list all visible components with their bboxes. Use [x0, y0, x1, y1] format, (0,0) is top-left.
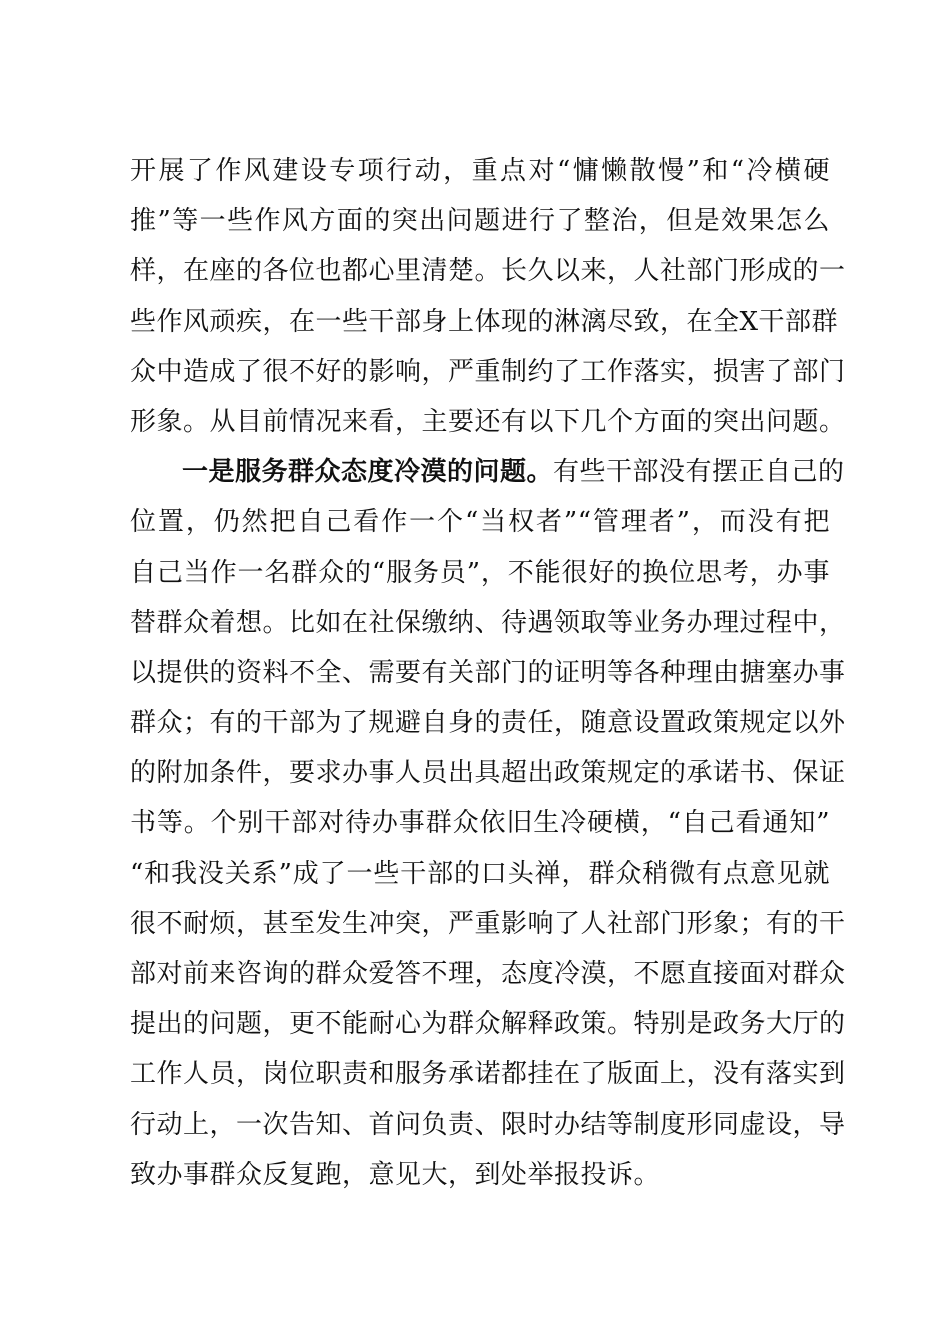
paragraph-line: 样，在座的各位也都心里清楚。长久以来，人社部门形成的一 [130, 256, 846, 287]
paragraph-line: 推”等一些作风方面的突出问题进行了整治，但是效果怎么 [130, 206, 830, 237]
paragraph-line: 的附加条件，要求办事人员出具超出政策规定的承诺书、保证 [130, 758, 846, 789]
paragraph-line: 提出的问题，更不能耐心为群众解释政策。特别是政务大厅的 [130, 1009, 846, 1040]
paragraph-line: 些作风顽疾，在一些干部身上体现的淋漓尽致，在全X干部群 [130, 306, 839, 337]
paragraph-line: 群众；有的干部为了规避自身的责任，随意设置政策规定以外 [130, 708, 846, 739]
paragraph-line: 行动上，一次告知、首问负责、限时办结等制度形同虚设，导 [130, 1109, 846, 1140]
paragraph-line: 以提供的资料不全、需要有关部门的证明等各种理由搪塞办事 [130, 657, 846, 688]
paragraph-line: 自己当作一名群众的“服务员”，不能很好的换位思考，办事 [130, 557, 830, 588]
paragraph-line: 开展了作风建设专项行动，重点对“慵懒散慢”和“冷横硬 [130, 156, 830, 186]
section-one-heading: 一是服务群众态度冷漠的问题。 [182, 457, 554, 488]
body-text [130, 146, 846, 1200]
paragraph-line: “和我没关系”成了一些干部的口头禅，群众稍微有点意见就 [130, 858, 830, 889]
paragraph-line: 致办事群众反复跑，意见大，到处举报投诉。 [130, 1159, 661, 1190]
paragraph-line: 形象。从目前情况来看，主要还有以下几个方面的突出问题。 [130, 406, 846, 437]
paragraph-line: 部对前来咨询的群众爱答不理，态度冷漠，不愿直接面对群众 [130, 959, 846, 989]
section-one-first-line-text: 有些干部没有摆正自己的 [553, 457, 845, 488]
paragraph-line: 众中造成了很不好的影响，严重制约了工作落实，损害了部门 [130, 356, 846, 387]
paragraph-line: 替群众着想。比如在社保缴纳、待遇领取等业务办理过程中， [130, 607, 846, 638]
paragraph-line: 很不耐烦，甚至发生冲突，严重影响了人社部门形象；有的干 [130, 908, 846, 939]
section-one-first-line [130, 447, 845, 497]
paragraph-line: 位置，仍然把自己看作一个“当权者”“管理者”，而没有把 [130, 507, 830, 538]
paragraph-line: 工作人员，岗位职责和服务承诺都挂在了版面上，没有落实到 [130, 1059, 846, 1090]
paragraph-line: 书等。个别干部对待办事群众依旧生冷硬横，“自己看通知” [130, 808, 830, 839]
